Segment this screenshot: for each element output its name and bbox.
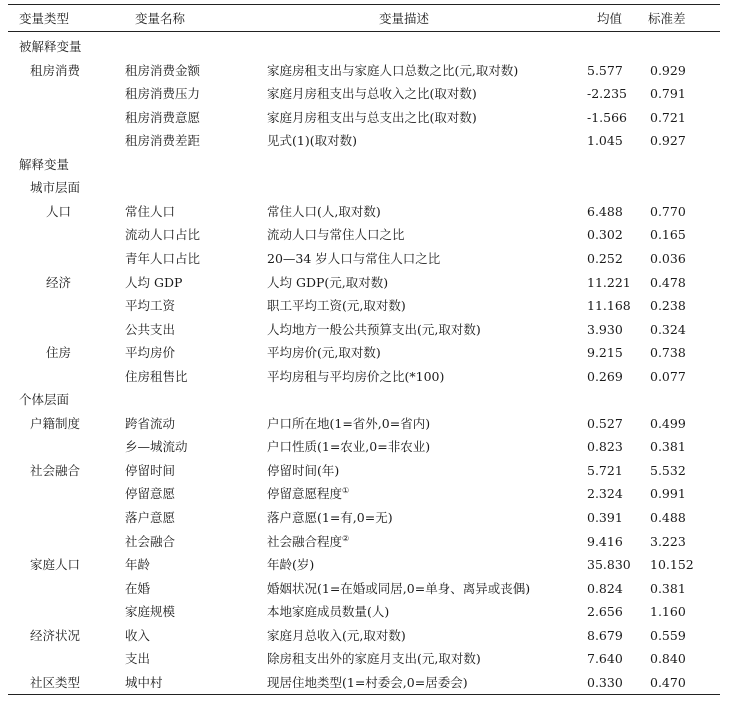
row-sd — [650, 624, 686, 648]
row-desc — [267, 553, 314, 577]
row-name-text: 停留时间 — [125, 462, 176, 478]
row-mean — [587, 577, 623, 601]
header-type: 变量类型 — [19, 11, 70, 26]
table-row — [8, 435, 720, 459]
row-desc — [267, 294, 406, 318]
row-mean — [587, 459, 623, 483]
row-desc — [267, 200, 381, 224]
table-row — [8, 459, 720, 483]
row-type — [30, 176, 80, 200]
row-mean-text: 0.823 — [587, 439, 623, 455]
row-type — [19, 388, 69, 412]
row-sd-text: 0.165 — [650, 227, 686, 243]
row-mean-text: 35.830 — [587, 557, 631, 573]
header-rule — [8, 31, 720, 32]
table-row — [8, 153, 720, 177]
row-name-text: 常住人口 — [125, 203, 176, 219]
table-row — [8, 129, 720, 153]
row-sd-text: 0.770 — [650, 203, 686, 219]
row-mean — [587, 482, 623, 506]
row-mean — [587, 412, 623, 436]
row-sd-text: 0.927 — [650, 133, 686, 149]
table-row — [8, 318, 720, 342]
row-name-text: 租房消费金额 — [125, 62, 201, 78]
row-sd-text: 0.721 — [650, 109, 686, 125]
row-sd — [650, 671, 686, 695]
row-type — [46, 200, 71, 224]
row-name — [125, 577, 150, 601]
row-sd-text: 0.381 — [650, 439, 686, 455]
row-mean — [587, 59, 623, 83]
top-rule — [8, 4, 720, 5]
row-desc-text: 停留意愿程度 — [267, 486, 343, 502]
row-name — [125, 247, 200, 271]
row-type — [19, 153, 69, 177]
row-desc — [267, 271, 388, 295]
row-type-text: 社区类型 — [30, 674, 81, 690]
row-sd-text: 0.036 — [650, 250, 686, 266]
row-desc-text: 除房租支出外的家庭月支出(元,取对数) — [267, 651, 481, 667]
row-sd-text: 0.470 — [650, 674, 686, 690]
row-name — [125, 271, 182, 295]
row-desc — [267, 671, 468, 695]
row-desc — [267, 82, 477, 106]
header-row — [8, 7, 720, 31]
row-desc — [267, 459, 339, 483]
row-name-text: 收入 — [125, 627, 151, 643]
row-name — [125, 671, 163, 695]
row-type-text: 人口 — [46, 203, 72, 219]
row-desc — [267, 106, 477, 130]
row-mean-text: 9.215 — [587, 345, 623, 361]
row-sd — [650, 223, 686, 247]
row-desc — [267, 318, 481, 342]
row-type-text: 城市层面 — [30, 180, 81, 196]
row-name-text: 落户意愿 — [125, 510, 176, 525]
table-row — [8, 223, 720, 247]
row-type-text: 住房 — [46, 345, 72, 361]
row-mean — [587, 530, 623, 554]
row-mean — [587, 647, 623, 671]
row-mean-text: 0.391 — [587, 510, 623, 525]
row-sd — [650, 200, 686, 224]
row-type-text: 户籍制度 — [30, 415, 81, 431]
row-name — [125, 482, 175, 506]
row-mean-text: 3.930 — [587, 321, 623, 337]
row-name — [125, 223, 200, 247]
table-row — [8, 82, 720, 106]
row-desc — [267, 647, 481, 671]
row-mean-text: 0.252 — [587, 250, 623, 266]
table-row — [8, 600, 720, 624]
row-name — [125, 82, 200, 106]
row-mean — [587, 365, 623, 389]
row-desc-text: 社会融合程度 — [267, 533, 343, 549]
row-name-text: 家庭规模 — [125, 604, 176, 620]
row-mean-text: -2.235 — [587, 86, 628, 102]
row-desc-text: 人均 GDP(元,取对数) — [267, 274, 389, 290]
row-desc — [267, 624, 406, 648]
table-row — [8, 671, 720, 695]
table-row — [8, 106, 720, 130]
row-sd-text: 0.738 — [650, 345, 686, 361]
row-mean — [587, 624, 623, 648]
footnote-marker: ② — [342, 533, 350, 543]
row-name-text: 流动人口占比 — [125, 227, 201, 243]
row-name-text: 在婚 — [125, 580, 151, 596]
row-name-text: 停留意愿 — [125, 486, 176, 502]
row-desc — [267, 577, 530, 601]
row-mean — [587, 200, 623, 224]
row-desc-text: 流动人口与常住人口之比 — [267, 227, 405, 243]
row-sd-text: 0.324 — [650, 321, 686, 337]
row-name-text: 平均房价 — [125, 345, 176, 361]
row-sd — [650, 294, 686, 318]
row-sd — [650, 435, 686, 459]
row-mean-text: 9.416 — [587, 533, 623, 549]
row-desc-text: 停留时间(年) — [267, 462, 340, 478]
row-desc-text: 户口所在地(1=省外,0=省内) — [267, 415, 431, 431]
header-name: 变量名称 — [135, 11, 186, 26]
row-sd-text: 0.929 — [650, 62, 686, 78]
row-name — [125, 106, 200, 130]
row-desc-text: 见式(1)(取对数) — [267, 133, 357, 149]
row-desc — [267, 341, 381, 365]
row-mean — [587, 600, 623, 624]
table-row — [8, 624, 720, 648]
header-desc: 变量描述 — [379, 11, 430, 26]
row-desc — [267, 435, 430, 459]
row-type — [30, 553, 80, 577]
row-sd-text: 0.478 — [650, 274, 686, 290]
row-mean — [587, 223, 623, 247]
row-desc-text: 平均房价(元,取对数) — [267, 345, 381, 361]
row-mean-text: 8.679 — [587, 627, 623, 643]
row-sd — [650, 482, 686, 506]
row-name-text: 住房租售比 — [125, 368, 188, 384]
row-name — [125, 600, 175, 624]
row-sd-text: 0.488 — [650, 510, 686, 525]
table-row — [8, 365, 720, 389]
row-type — [46, 341, 71, 365]
row-name — [125, 435, 188, 459]
row-mean-text: 5.721 — [587, 462, 623, 478]
row-sd — [650, 553, 694, 577]
row-sd-text: 0.499 — [650, 415, 686, 431]
row-name — [125, 59, 200, 83]
row-mean-text: 2.656 — [587, 604, 623, 620]
table-row — [8, 647, 720, 671]
row-mean-text: 11.168 — [587, 298, 631, 314]
row-desc — [267, 600, 389, 624]
row-desc — [267, 365, 444, 389]
row-desc-text: 落户意愿(1=有,0=无) — [267, 510, 393, 525]
row-name-text: 人均 GDP — [125, 274, 183, 290]
row-desc — [267, 223, 405, 247]
row-name — [125, 341, 175, 365]
table-row — [8, 412, 720, 436]
row-type — [19, 35, 82, 59]
row-desc-text: 人均地方一般公共预算支出(元,取对数) — [267, 321, 481, 337]
row-name — [125, 530, 175, 554]
row-sd — [650, 59, 686, 83]
row-type-text: 经济 — [46, 274, 72, 290]
row-desc — [267, 59, 518, 83]
row-mean-text: 0.824 — [587, 580, 623, 596]
row-desc-text: 家庭房租支出与家庭人口总数之比(元,取对数) — [267, 62, 519, 78]
row-sd — [650, 600, 686, 624]
table-row — [8, 200, 720, 224]
row-name-text: 租房消费差距 — [125, 133, 201, 149]
row-mean-text: 1.045 — [587, 133, 623, 149]
row-desc-text: 户口性质(1=农业,0=非农业) — [267, 439, 431, 455]
row-name-text: 乡—城流动 — [125, 439, 188, 455]
row-name — [125, 200, 175, 224]
row-sd-text: 0.077 — [650, 368, 686, 384]
row-mean-text: 11.221 — [587, 274, 631, 290]
row-desc — [267, 506, 393, 530]
row-sd — [650, 271, 686, 295]
row-desc-text: 婚姻状况(1=在婚或同居,0=单身、离异或丧偶) — [267, 580, 531, 596]
row-mean — [587, 671, 623, 695]
row-sd — [650, 506, 686, 530]
row-mean-text: 0.527 — [587, 415, 623, 431]
table-row — [8, 341, 720, 365]
row-name-text: 平均工资 — [125, 298, 176, 314]
row-name — [125, 318, 175, 342]
row-type — [30, 412, 80, 436]
row-type-text: 家庭人口 — [30, 557, 81, 573]
row-mean — [587, 506, 623, 530]
table-row — [8, 176, 720, 200]
row-mean-text: 5.577 — [587, 62, 623, 78]
row-type-text: 社会融合 — [30, 462, 81, 478]
row-mean — [587, 271, 631, 295]
row-type-text: 租房消费 — [30, 62, 81, 78]
row-mean — [587, 82, 627, 106]
row-name-text: 青年人口占比 — [125, 250, 201, 266]
row-sd — [650, 647, 686, 671]
row-mean — [587, 553, 631, 577]
row-sd-text: 0.381 — [650, 580, 686, 596]
row-name-text: 跨省流动 — [125, 415, 176, 431]
row-name-text: 社会融合 — [125, 533, 176, 549]
table-row — [8, 35, 720, 59]
row-mean-text: 6.488 — [587, 203, 623, 219]
row-desc-text: 家庭月房租支出与总收入之比(取对数) — [267, 86, 477, 102]
row-name-text: 年龄 — [125, 557, 151, 573]
row-sd — [650, 459, 686, 483]
row-sd — [650, 106, 686, 130]
footnote-marker: ① — [342, 486, 350, 496]
row-desc-text: 年龄(岁) — [267, 557, 315, 573]
row-sd-text: 0.840 — [650, 651, 686, 667]
row-type-text: 个体层面 — [19, 392, 70, 408]
row-desc-text: 本地家庭成员数量(人) — [267, 604, 390, 620]
row-name — [125, 412, 175, 436]
table-row — [8, 294, 720, 318]
bottom-rule — [8, 694, 720, 695]
row-mean-text: 2.324 — [587, 486, 623, 502]
row-desc — [267, 247, 440, 271]
row-sd — [650, 365, 686, 389]
row-type-text: 被解释变量 — [19, 39, 82, 54]
row-sd-text: 3.223 — [650, 533, 686, 549]
row-mean-text: -1.566 — [587, 109, 628, 125]
row-sd-text: 1.160 — [650, 604, 686, 620]
row-mean-text: 0.269 — [587, 368, 623, 384]
row-type — [30, 624, 80, 648]
row-mean-text: 0.302 — [587, 227, 623, 243]
row-desc-text: 现居住地类型(1=村委会,0=居委会) — [267, 674, 468, 690]
row-sd — [650, 129, 686, 153]
table-row — [8, 553, 720, 577]
row-type — [30, 671, 80, 695]
row-mean — [587, 435, 623, 459]
row-sd — [650, 341, 686, 365]
row-type — [30, 459, 80, 483]
table-row — [8, 482, 720, 506]
row-name — [125, 647, 150, 671]
row-name — [125, 129, 200, 153]
row-mean — [587, 341, 623, 365]
row-sd — [650, 577, 686, 601]
table-row — [8, 271, 720, 295]
row-mean — [587, 294, 631, 318]
table-row — [8, 530, 720, 554]
row-mean — [587, 318, 623, 342]
row-mean — [587, 247, 623, 271]
row-name — [125, 624, 150, 648]
row-desc — [267, 129, 357, 153]
row-sd-text: 0.991 — [650, 486, 686, 502]
row-sd-text: 0.559 — [650, 627, 686, 643]
table-row — [8, 577, 720, 601]
row-type — [46, 271, 71, 295]
row-name — [125, 506, 175, 530]
row-sd — [650, 318, 686, 342]
row-desc-text: 家庭月房租支出与总支出之比(取对数) — [267, 109, 477, 125]
row-mean — [587, 106, 627, 130]
row-desc-text: 平均房租与平均房价之比(*100) — [267, 368, 445, 384]
table-row — [8, 247, 720, 271]
row-name — [125, 553, 150, 577]
row-name-text: 租房消费意愿 — [125, 109, 201, 125]
row-desc — [267, 530, 349, 554]
row-type-text: 经济状况 — [30, 627, 81, 643]
row-type — [30, 59, 80, 83]
row-mean-text: 0.330 — [587, 674, 623, 690]
row-name — [125, 294, 175, 318]
row-desc-text: 职工平均工资(元,取对数) — [267, 298, 406, 314]
row-desc-text: 20—34 岁人口与常住人口之比 — [267, 250, 441, 266]
row-sd — [650, 82, 686, 106]
row-name-text: 租房消费压力 — [125, 86, 201, 102]
row-name — [125, 459, 175, 483]
row-desc — [267, 482, 349, 506]
row-mean — [587, 129, 623, 153]
row-sd-text: 0.238 — [650, 298, 686, 314]
row-name-text: 支出 — [125, 651, 151, 667]
row-sd — [650, 530, 686, 554]
row-sd-text: 0.791 — [650, 86, 686, 102]
table-row — [8, 59, 720, 83]
row-sd — [650, 247, 686, 271]
table-row — [8, 506, 720, 530]
row-sd — [650, 412, 686, 436]
row-mean-text: 7.640 — [587, 651, 623, 667]
row-name — [125, 365, 188, 389]
row-name-text: 公共支出 — [125, 321, 176, 337]
header-mean: 均值 — [597, 11, 623, 26]
row-name-text: 城中村 — [125, 674, 163, 690]
row-desc-text: 常住人口(人,取对数) — [267, 203, 381, 219]
table-row — [8, 388, 720, 412]
header-sd: 标准差 — [648, 11, 686, 26]
row-desc-text: 家庭月总收入(元,取对数) — [267, 627, 406, 643]
row-type-text: 解释变量 — [19, 156, 70, 172]
row-desc — [267, 412, 430, 436]
row-sd-text: 10.152 — [650, 557, 694, 573]
row-sd-text: 5.532 — [650, 462, 686, 478]
